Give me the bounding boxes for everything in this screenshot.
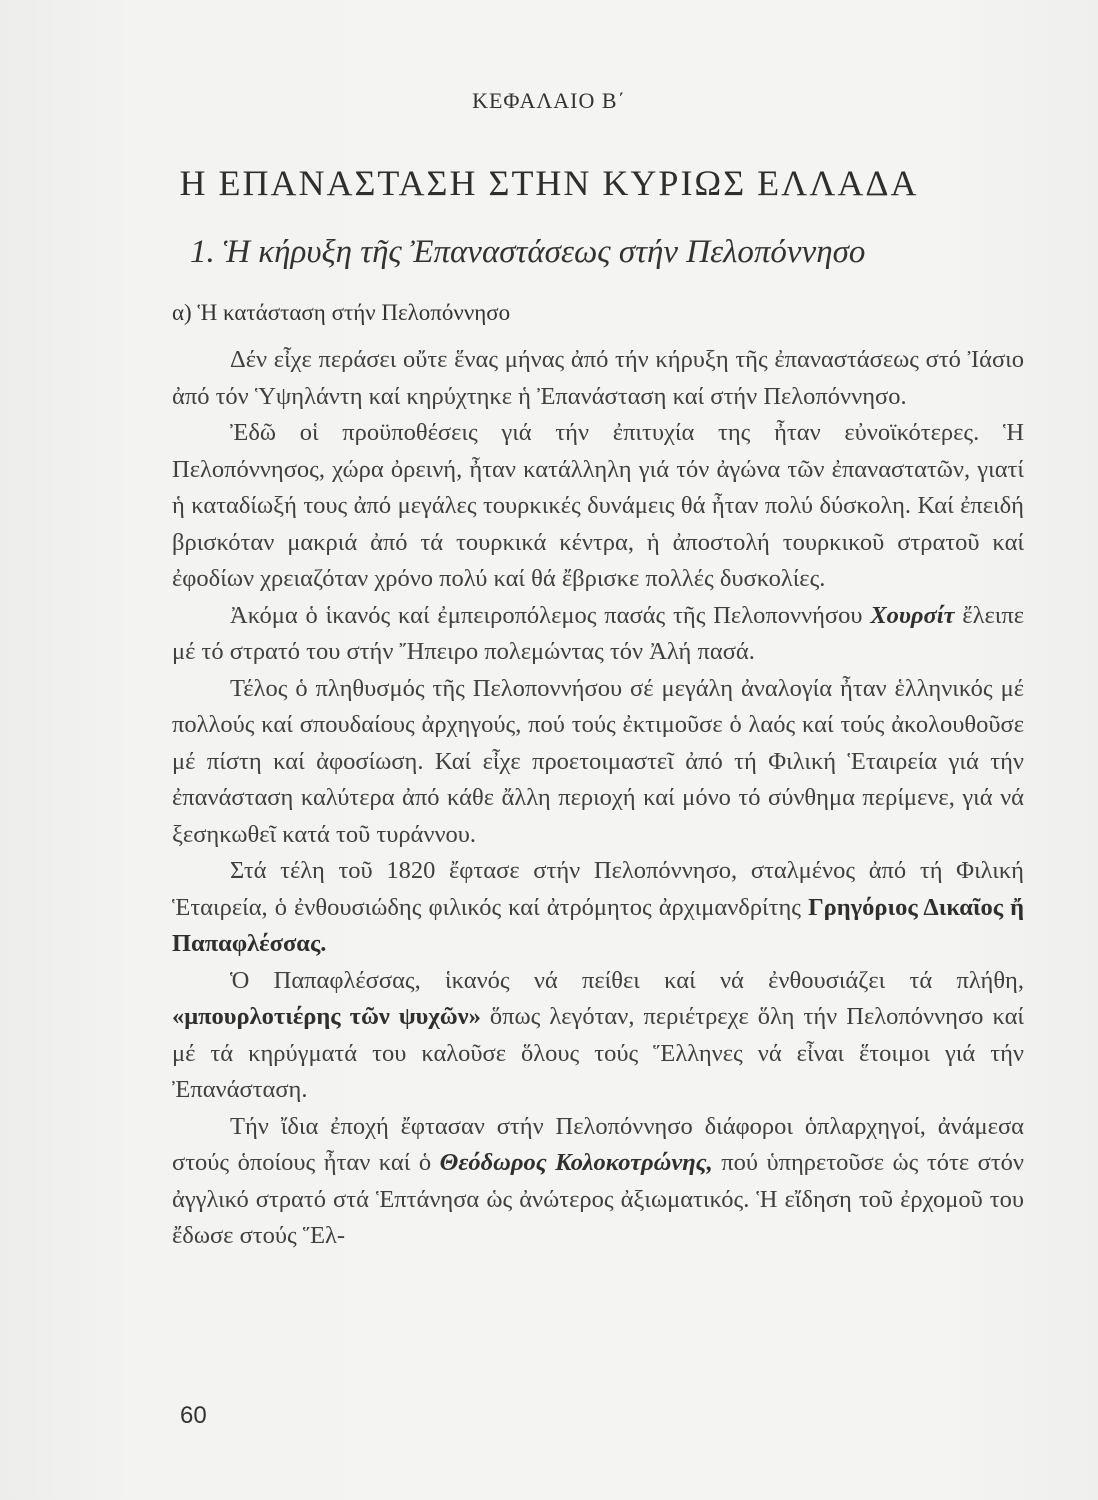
chapter-title: Η ΕΠΑΝΑΣΤΑΣΗ ΣΤΗΝ ΚΥΡΙΩΣ ΕΛΛΑΔΑ — [179, 163, 919, 203]
section-heading: 1. Ἡ κήρυξη τῆς Ἐπαναστάσεως στήν Πελοπόννησο — [190, 234, 866, 270]
person-name: Θεόδωρος Κολοκοτρώνης, — [439, 1149, 713, 1176]
chapter-label: ΚΕΦΑΛΑΙΟ Β΄ — [472, 88, 626, 113]
paragraph — [172, 598, 1024, 671]
paragraph-text: Τήν ἴδια ἐποχή ἔφτασαν στήν Πελοπόννησο διάφοροι ὁπλαρχηγοί, ἀνάμεσα στούς ὁποίους ἦταν καί ὁ — [172, 1112, 1024, 1176]
person-name: Γρηγόριος Δικαῖος ἤ Παπαφλέσσας. — [172, 893, 1025, 957]
paragraph — [172, 1109, 1024, 1255]
paragraph-text: ὅπως λεγόταν, περιέτρεχε ὅλη τήν Πελοπόννησο καί μέ τά κηρύγματά του καλοῦσε ὅλους τούς Ἕλληνες νά εἶναι ἕτοιμοι γιά τήν Ἐπανάσταση. — [172, 1003, 1024, 1103]
paragraph: Τέλος ὁ πληθυσμός τῆς Πελοποννήσου σέ μεγάλη ἀναλογία ἦταν ἑλληνικός μέ πολλούς καί σπουδαίους ἀρχηγούς, πού τούς ἐκτιμοῦσε ὁ λαός καί τούς ἀκολουθοῦσε μέ πίστη καί ἀφοσίωση. Καί εἶχε προετοιμαστεῖ ἀπό τή Φιλική Ἑταιρεία γιά τήν ἐπανάσταση καλύτερα ἀπό κάθε ἄλλη περιοχή καί μόνο τό σύνθημα περίμενε, γιά νά ξεσηκωθεῖ κατά τοῦ τυράννου. — [172, 674, 1024, 848]
paragraph — [172, 853, 1024, 963]
paragraph-text: ἔλειπε μέ τό στρατό του στήν Ἤπειρο πολεμώντας τόν Ἀλή πασά. — [172, 601, 1024, 665]
paragraph-text: Ἀκόμα ὁ ἱκανός καί ἐμπειροπόλεμος πασάς τῆς Πελοποννήσου — [230, 601, 863, 629]
person-name: Χουρσίτ — [870, 601, 955, 629]
paragraph — [172, 963, 1024, 1109]
body-text — [172, 342, 1024, 1255]
subsection-heading: α) Ἡ κατάσταση στήν Πελοπόννησο — [172, 300, 511, 325]
paragraph-text: πού ὑπηρετοῦσε ὡς τότε στόν ἀγγλικό στρατό στά Ἑπτάνησα ὡς ἀνώτερος ἀξιωματικός. Ἡ εἴδηση τοῦ ἐρχομοῦ του ἔδωσε στούς Ἕλ- — [172, 1149, 1025, 1249]
page-number: 60 — [180, 1402, 207, 1429]
paragraph: Ἐδῶ οἱ προϋποθέσεις γιά τήν ἐπιτυχία της ἦταν εὐνοϊκότερες. Ἡ Πελοπόννησος, χώρα ὀρεινή, ἦταν κατάλληλη γιά τόν ἀγώνα τῶν ἐπαναστατῶν, γιατί ἡ καταδίωξή τους ἀπό μεγάλες τουρκικές δυνάμεις θά ἦταν πολύ δύσκολη. Καί ἐπειδή βρισκόταν μακριά ἀπό τά τουρκικά κέντρα, ἡ ἀποστολή τουρκικοῦ στρατοῦ καί ἐφοδίων χρειαζόταν χρόνο πολύ καί θά ἔβρισκε πολλές δυσκολίες. — [172, 419, 1024, 592]
paragraph: Δέν εἶχε περάσει οὔτε ἕνας μήνας ἀπό τήν κήρυξη τῆς ἐπαναστάσεως στό Ἰάσιο ἀπό τόν Ὑψηλάντη καί κηρύχτηκε ἡ Ἐπανάσταση καί στήν Πελοπόννησο. — [172, 346, 1024, 410]
paragraph-text: Ὁ Παπαφλέσσας, ἱκανός νά πείθει καί νά ἐνθουσιάζει τά πλήθη, — [230, 966, 1024, 994]
nickname: «μπουρλοτιέρης τῶν ψυχῶν» — [172, 1003, 481, 1030]
paragraph-text: Στά τέλη τοῦ 1820 ἔφτασε στήν Πελοπόννησο, σταλμένος ἀπό τή Φιλική Ἑταιρεία, ὁ ἐνθουσιώδης φιλικός καί ἀτρόμητος ἀρχιμανδρίτης — [172, 857, 1024, 921]
